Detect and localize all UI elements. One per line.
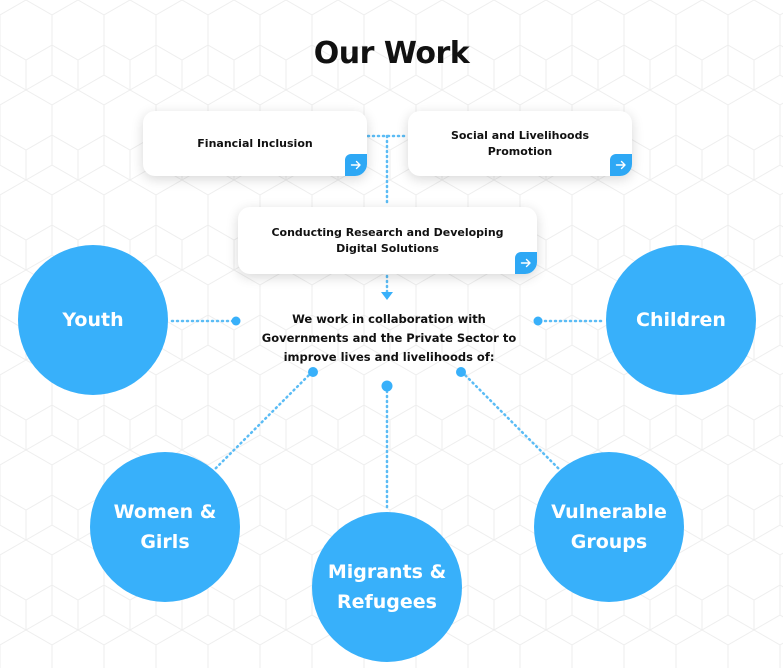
women-girls-label-line1: Women & <box>113 501 217 523</box>
children-label: Children <box>636 309 726 331</box>
page-title: Our Work <box>313 36 470 71</box>
migrants-refugees-label-line2: Refugees <box>336 591 437 613</box>
vulnerable-groups-label-line2: Groups <box>570 531 648 553</box>
circle-children[interactable] <box>606 245 756 395</box>
card-social-livelihoods[interactable] <box>408 111 632 176</box>
circle-women-girls[interactable] <box>90 452 240 602</box>
youth-label: Youth <box>62 309 124 331</box>
arrow-right-icon <box>520 257 532 269</box>
circle-vulnerable-groups[interactable] <box>534 452 684 602</box>
circle-migrants-refugees[interactable] <box>312 512 462 662</box>
card-financial-inclusion-label: Financial Inclusion <box>197 136 313 150</box>
arrow-right-icon <box>615 159 627 171</box>
migrants-refugees-label-line1: Migrants & <box>327 561 447 583</box>
circle-youth[interactable] <box>18 245 168 395</box>
card-research-digital[interactable] <box>238 207 537 274</box>
arrow-right-icon <box>350 159 362 171</box>
vulnerable-groups-label-line1: Vulnerable <box>551 501 667 523</box>
collaboration-text: We work in collaboration with Governments and the Private Sector to improve lives and livelihoods of: <box>261 312 517 364</box>
card-financial-inclusion[interactable] <box>143 111 367 176</box>
card-research-digital-label: Conducting Research and Developing Digital Solutions <box>271 225 504 255</box>
women-girls-label-line2: Girls <box>140 531 190 553</box>
card-social-livelihoods-label: Social and Livelihoods Promotion <box>450 128 590 158</box>
